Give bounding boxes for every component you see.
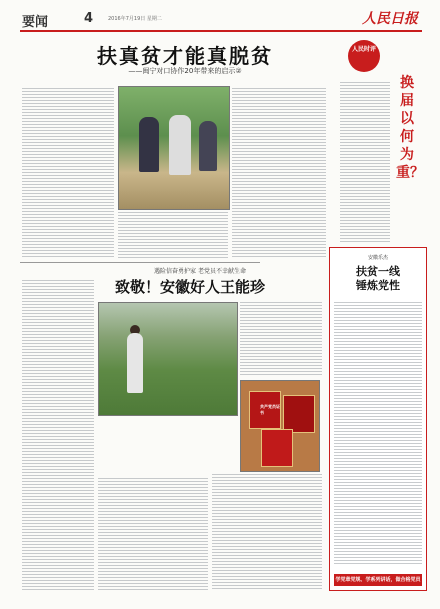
- article-text-column: [22, 88, 114, 258]
- article2-text-column: [212, 474, 322, 590]
- issue-date: 2016年7月19日 星期二: [108, 16, 162, 22]
- sidebar-kicker: 安徽乐杰: [367, 255, 388, 261]
- article-text-column: [232, 88, 326, 258]
- masthead-logo: 人民日报: [362, 11, 418, 27]
- article2-text-column: [98, 478, 208, 590]
- page-number: 4: [84, 11, 94, 26]
- page-header: [20, 8, 422, 32]
- certificate-book: [283, 395, 315, 433]
- photo-person: [199, 121, 217, 171]
- photo-person: [127, 333, 143, 393]
- certificate-book: [261, 429, 293, 467]
- article2-text-column: [240, 302, 322, 376]
- article-text-column: [118, 212, 228, 258]
- column-badge: 人民时评: [348, 40, 380, 72]
- sidebar-title-line2: 锤炼党性: [356, 279, 400, 292]
- certificate-label: 共产党员证书: [260, 404, 280, 415]
- certificate-book: [249, 391, 281, 429]
- sidebar-text: [334, 302, 422, 566]
- article2-photo: [98, 302, 238, 416]
- sidebar-box: [329, 247, 427, 591]
- sidebar-title-line1: 扶贫一线: [356, 265, 400, 278]
- photo-person: [169, 115, 191, 175]
- sidebar-footer-banner: 学党章党规、学系列讲话，做合格党员: [334, 574, 422, 586]
- article-headline: 扶真贫才能真脱贫: [97, 44, 273, 68]
- section-divider: [20, 262, 260, 263]
- photo-person: [139, 117, 159, 172]
- party-certificate-photo: [240, 380, 320, 472]
- article2-headline: 致敬！安徽好人王能珍: [114, 278, 265, 296]
- article-photo: [118, 86, 230, 210]
- column-text: [340, 82, 390, 242]
- article2-kicker: 遇险信奋勇护家 老党员不幸献生命: [154, 268, 246, 275]
- section-name: 要闻: [22, 15, 49, 30]
- column-title: 换届以何为重？: [396, 75, 424, 181]
- article2-text-column: [22, 280, 94, 590]
- article-subheadline: ——闽宁对口协作20年带来的启示②: [128, 67, 242, 75]
